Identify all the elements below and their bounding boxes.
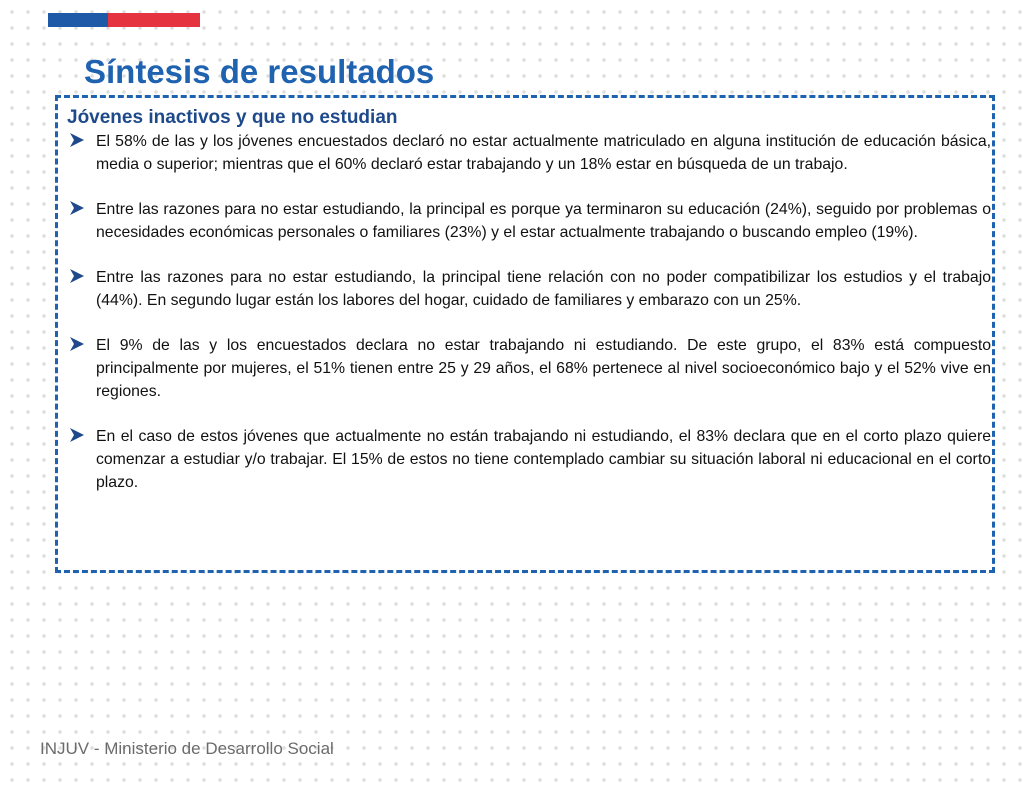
bullet-text: El 58% de las y los jóvenes encuestados declaró no estar actualmente matriculado en alguna institución de educación básica, media o superior; mientras que el 60% declaró estar trabajando y un 18% estar en búsqueda de un trabajo. bbox=[96, 133, 991, 173]
bullet-item bbox=[66, 198, 991, 244]
arrow-bullet-icon bbox=[68, 426, 86, 444]
footer-text: INJUV - Ministerio de Desarrollo Social bbox=[40, 739, 334, 758]
bullet-text: Entre las razones para no estar estudiando, la principal es porque ya terminaron su educación (24%), seguido por problemas o necesidades económicas personales o familiares (23%) y el estar actualmente trabajando o buscando empleo (19%). bbox=[96, 201, 991, 241]
arrow-bullet-icon bbox=[68, 335, 86, 353]
arrow-bullet-icon bbox=[68, 199, 86, 217]
section-heading: Jóvenes inactivos y que no estudian bbox=[67, 107, 398, 128]
bullet-item bbox=[66, 334, 991, 403]
bullet-text: Entre las razones para no estar estudiando, la principal tiene relación con no poder compatibilizar los estudios y el trabajo (44%). En segundo lugar están los labores del hogar, cuidado de familiares y embarazo con un 25%. bbox=[96, 269, 991, 309]
bullet-text: En el caso de estos jóvenes que actualmente no están trabajando ni estudiando, el 83% declara que en el corto plazo quiere comenzar a estudiar y/o trabajar. El 15% de estos no tiene contemplado cambiar su situación laboral ni educacional en el corto plazo. bbox=[96, 428, 991, 491]
page-title: Síntesis de resultados bbox=[84, 53, 435, 90]
flag-blue-segment bbox=[48, 13, 108, 27]
arrow-bullet-icon bbox=[68, 267, 86, 285]
bullet-item bbox=[66, 266, 991, 312]
arrow-bullet-icon bbox=[68, 131, 86, 149]
bullet-item bbox=[66, 425, 991, 494]
flag-stripe bbox=[48, 13, 200, 27]
bullet-list bbox=[66, 130, 991, 516]
flag-red-segment bbox=[108, 13, 200, 27]
bullet-text: El 9% de las y los encuestados declara no estar trabajando ni estudiando. De este grupo, el 83% está compuesto principalmente por mujeres, el 51% tienen entre 25 y 29 años, el 68% pertenece al nivel socioeconómico bajo y el 52% vive en regiones. bbox=[96, 337, 991, 400]
bullet-item bbox=[66, 130, 991, 176]
content-box bbox=[55, 95, 995, 573]
